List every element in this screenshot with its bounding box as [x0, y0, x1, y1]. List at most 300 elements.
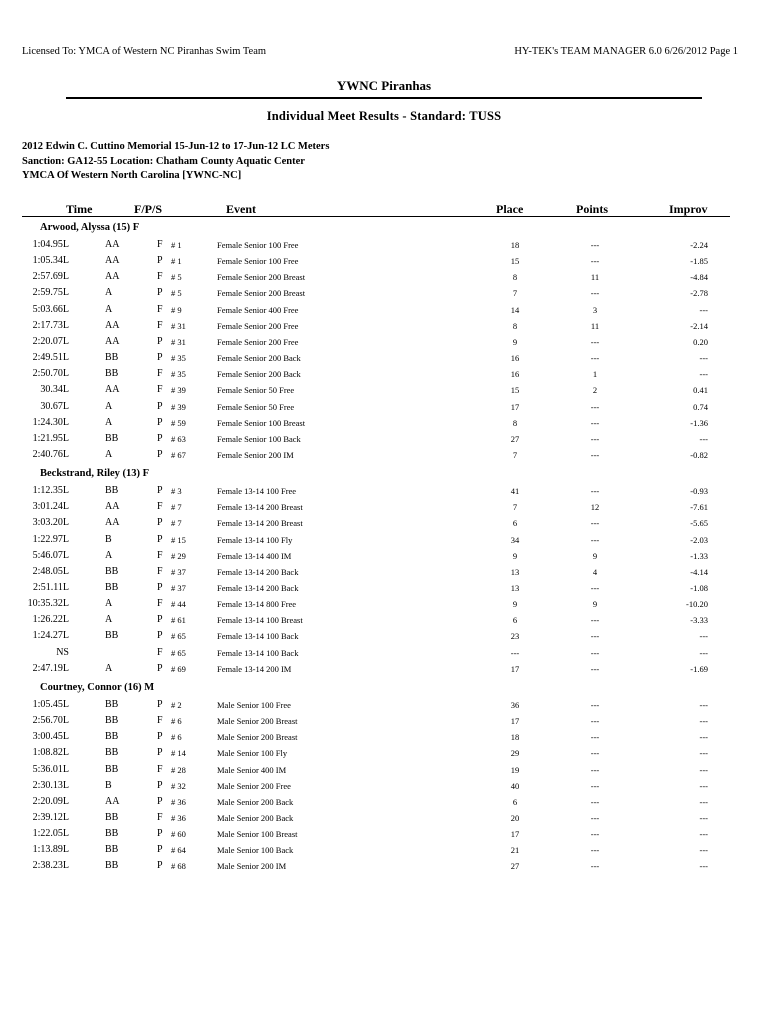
- result-points: ---: [590, 647, 600, 658]
- result-points: ---: [590, 748, 600, 759]
- result-improv: -2.78: [690, 288, 708, 299]
- result-time: 1:21.95L: [32, 432, 69, 444]
- result-standard: AA: [105, 517, 120, 529]
- swimmer-name: Courtney, Connor (16) M: [40, 681, 155, 693]
- result-row: [0, 812, 768, 828]
- result-event-number: # 28: [171, 764, 186, 775]
- result-event: Female Senior 400 Free: [217, 304, 299, 315]
- result-points: ---: [590, 518, 600, 529]
- result-event: Male Senior 100 Back: [217, 845, 294, 856]
- column-divider: [22, 216, 730, 217]
- result-row: [0, 368, 768, 384]
- result-fps: P: [157, 485, 163, 497]
- result-points: ---: [590, 631, 600, 642]
- result-row: [0, 647, 768, 663]
- result-time: 2:20.09L: [32, 795, 69, 807]
- result-time: 1:26.22L: [32, 614, 69, 626]
- result-points: 11: [590, 272, 600, 283]
- result-points: ---: [590, 615, 600, 626]
- result-event: Male Senior 200 Breast: [217, 732, 298, 743]
- result-row: [0, 287, 768, 303]
- result-standard: AA: [105, 255, 120, 267]
- result-place: 16: [510, 369, 520, 380]
- result-fps: F: [157, 715, 163, 727]
- col-time: Time: [66, 202, 93, 216]
- result-event: Female 13-14 400 IM: [217, 550, 292, 561]
- result-event: Female Senior 100 Free: [217, 256, 299, 267]
- result-row: [0, 485, 768, 501]
- result-points: ---: [590, 401, 600, 412]
- result-points: ---: [590, 812, 600, 823]
- result-event: Female 13-14 200 Breast: [217, 518, 303, 529]
- result-place: 9: [512, 599, 518, 610]
- result-row: [0, 630, 768, 646]
- result-improv: ---: [699, 829, 708, 840]
- result-event: Male Senior 100 Free: [217, 699, 291, 710]
- result-event: Female 13-14 200 Breast: [217, 502, 303, 513]
- result-points: 1: [592, 369, 598, 380]
- result-improv: ---: [699, 845, 708, 856]
- result-event-number: # 31: [171, 336, 186, 347]
- result-improv: ---: [699, 861, 708, 872]
- result-place: 8: [512, 320, 518, 331]
- result-time: 3:01.24L: [32, 501, 69, 513]
- meet-name: 2012 Edwin C. Cuttino Memorial 15-Jun-12 to 17-Jun-12 LC Meters: [22, 141, 330, 152]
- result-place: 17: [510, 663, 520, 674]
- result-place: 6: [512, 518, 518, 529]
- result-time: 1:04.95L: [32, 239, 69, 250]
- result-time: 2:40.76L: [32, 448, 69, 460]
- result-improv: 0.20: [693, 336, 708, 347]
- result-row: [0, 582, 768, 598]
- result-improv: ---: [699, 716, 708, 727]
- result-fps: P: [157, 698, 163, 710]
- result-event: Female Senior 50 Free: [217, 385, 295, 396]
- result-event: Male Senior 100 Fly: [217, 748, 288, 759]
- result-improv: 0.74: [693, 401, 708, 412]
- result-event: Female Senior 100 Free: [217, 240, 299, 250]
- result-place: 14: [510, 304, 520, 315]
- result-event-number: # 9: [171, 304, 182, 315]
- result-points: ---: [590, 256, 600, 267]
- result-points: ---: [590, 732, 600, 743]
- result-time: 2:17.73L: [32, 319, 69, 331]
- result-time: 1:12.35L: [32, 485, 69, 497]
- col-fps: F/P/S: [134, 202, 163, 216]
- result-standard: B: [105, 533, 112, 545]
- result-event: Male Senior 200 IM: [217, 861, 287, 872]
- result-event: Male Senior 200 Back: [217, 812, 294, 823]
- result-event: Female 13-14 800 Free: [217, 599, 297, 610]
- result-place: 7: [512, 288, 518, 299]
- result-fps: F: [157, 501, 163, 513]
- result-fps: F: [157, 271, 163, 283]
- result-event-number: # 65: [171, 647, 186, 658]
- result-row: [0, 401, 768, 417]
- result-fps: P: [157, 582, 163, 593]
- result-improv: -4.14: [690, 566, 708, 577]
- result-place: 21: [510, 845, 520, 856]
- col-improv: Improv: [669, 202, 708, 216]
- result-event: Female 13-14 200 Back: [217, 583, 299, 593]
- result-event: Male Senior 200 Breast: [217, 716, 298, 727]
- result-points: ---: [590, 353, 600, 364]
- result-event: Female Senior 200 Back: [217, 369, 301, 380]
- result-improv: -2.03: [690, 534, 708, 545]
- result-event-number: # 6: [171, 732, 182, 743]
- result-improv: -0.93: [690, 486, 708, 497]
- result-place: 6: [512, 796, 518, 807]
- result-points: ---: [590, 716, 600, 727]
- result-event: Female Senior 200 Back: [217, 353, 301, 364]
- result-time: 5:36.01L: [32, 763, 69, 775]
- result-points: ---: [590, 336, 600, 347]
- result-event-number: # 14: [171, 748, 186, 759]
- result-event-number: # 2: [171, 699, 182, 710]
- result-fps: F: [157, 368, 163, 380]
- result-event-number: # 65: [171, 631, 186, 642]
- result-fps: P: [157, 287, 163, 299]
- result-standard: AA: [105, 319, 120, 331]
- result-points: 2: [592, 385, 598, 396]
- result-improv: -10.20: [686, 599, 708, 610]
- result-fps: P: [157, 662, 163, 674]
- result-row: [0, 663, 768, 679]
- result-points: ---: [590, 433, 600, 444]
- result-fps: F: [157, 598, 163, 610]
- result-improv: ---: [699, 780, 708, 791]
- result-event: Male Senior 200 Back: [217, 796, 294, 807]
- license-line: Licensed To: YMCA of Western NC Piranhas Swim Team: [22, 46, 267, 57]
- result-event: Female 13-14 200 IM: [217, 663, 292, 674]
- result-place: 17: [510, 401, 520, 412]
- result-row: [0, 534, 768, 550]
- result-time: 2:59.75L: [32, 287, 69, 299]
- result-improv: ---: [699, 369, 708, 380]
- result-row: [0, 699, 768, 715]
- result-fps: F: [157, 811, 163, 823]
- result-time: 2:51.11L: [32, 582, 69, 593]
- result-row: [0, 731, 768, 747]
- result-points: ---: [590, 845, 600, 856]
- result-standard: BB: [105, 352, 119, 364]
- result-time: 30.34L: [40, 384, 69, 396]
- result-improv: ---: [699, 353, 708, 364]
- result-event: Female 13-14 100 Fly: [217, 534, 293, 545]
- result-event-number: # 59: [171, 417, 186, 428]
- result-place: 17: [510, 716, 520, 727]
- result-event-number: # 44: [171, 599, 186, 610]
- result-improv: ---: [699, 764, 708, 775]
- result-event: Female Senior 50 Free: [217, 401, 295, 412]
- result-time: 2:50.70L: [32, 368, 69, 380]
- result-standard: AA: [105, 271, 120, 283]
- result-row: [0, 747, 768, 763]
- result-place: 41: [510, 486, 520, 497]
- result-event-number: # 61: [171, 615, 186, 626]
- result-row: [0, 780, 768, 796]
- result-place: 9: [512, 550, 518, 561]
- result-event: Female Senior 200 Free: [217, 336, 299, 347]
- result-row: [0, 417, 768, 433]
- result-fps: P: [157, 747, 163, 759]
- result-event-number: # 63: [171, 433, 186, 444]
- result-time: 1:08.82L: [32, 747, 69, 759]
- swimmer-name: Beckstrand, Riley (13) F: [40, 468, 150, 480]
- result-time: 2:39.12L: [32, 811, 69, 823]
- result-place: ---: [510, 647, 520, 658]
- result-event: Female Senior 100 Breast: [217, 417, 306, 428]
- result-event-number: # 35: [171, 369, 186, 380]
- result-fps: F: [157, 239, 163, 250]
- result-time: 10:35.32L: [27, 598, 69, 610]
- result-event-number: # 7: [171, 502, 182, 513]
- result-event-number: # 32: [171, 780, 186, 791]
- result-standard: A: [105, 614, 113, 626]
- result-place: 18: [510, 240, 520, 250]
- result-improv: -1.08: [690, 583, 708, 593]
- result-fps: P: [157, 533, 163, 545]
- result-standard: AA: [105, 384, 120, 396]
- result-event-number: # 7: [171, 518, 182, 529]
- result-fps: P: [157, 255, 163, 267]
- result-time: 5:03.66L: [32, 303, 69, 315]
- result-standard: A: [105, 416, 113, 428]
- result-row: [0, 715, 768, 731]
- result-standard: A: [105, 598, 113, 610]
- result-time: 2:48.05L: [32, 565, 69, 577]
- result-standard: BB: [105, 630, 119, 642]
- result-standard: A: [105, 287, 113, 299]
- result-standard: BB: [105, 731, 119, 743]
- result-time: 2:38.23L: [32, 860, 69, 872]
- result-improv: -5.65: [690, 518, 708, 529]
- result-event-number: # 1: [171, 256, 182, 267]
- result-place: 23: [510, 631, 520, 642]
- result-standard: BB: [105, 432, 119, 444]
- software-line: HY-TEK's TEAM MANAGER 6.0 6/26/2012 Page 1: [514, 46, 738, 57]
- result-points: ---: [590, 829, 600, 840]
- result-points: ---: [590, 699, 600, 710]
- result-time: 3:00.45L: [32, 731, 69, 743]
- result-row: [0, 860, 768, 876]
- result-fps: F: [157, 319, 163, 331]
- result-row: [0, 336, 768, 352]
- result-points: ---: [590, 417, 600, 428]
- result-standard: A: [105, 662, 113, 674]
- result-points: ---: [590, 288, 600, 299]
- result-event: Female Senior 200 IM: [217, 449, 294, 460]
- result-fps: P: [157, 448, 163, 460]
- result-points: ---: [590, 796, 600, 807]
- result-place: 27: [510, 433, 520, 444]
- result-standard: BB: [105, 715, 119, 727]
- result-event: Female Senior 200 Free: [217, 320, 299, 331]
- result-fps: P: [157, 416, 163, 428]
- result-place: 15: [510, 385, 520, 396]
- result-standard: AA: [105, 239, 120, 250]
- result-fps: P: [157, 517, 163, 529]
- result-standard: BB: [105, 747, 119, 759]
- result-place: 8: [512, 272, 518, 283]
- result-points: ---: [590, 449, 600, 460]
- result-event-number: # 68: [171, 861, 186, 872]
- result-time: 1:05.34L: [32, 255, 69, 267]
- result-points: ---: [590, 486, 600, 497]
- result-points: ---: [590, 534, 600, 545]
- result-fps: P: [157, 352, 163, 364]
- page-title: YWNC Piranhas: [336, 78, 432, 93]
- result-fps: F: [157, 549, 163, 561]
- result-standard: BB: [105, 828, 119, 840]
- result-event-number: # 29: [171, 550, 186, 561]
- col-event: Event: [226, 202, 256, 216]
- result-place: 36: [510, 699, 520, 710]
- result-row: [0, 614, 768, 630]
- result-row: [0, 239, 768, 255]
- result-standard: AA: [105, 335, 120, 347]
- result-row: [0, 764, 768, 780]
- result-row: [0, 550, 768, 566]
- result-place: 13: [510, 566, 520, 577]
- result-row: [0, 566, 768, 582]
- result-improv: -3.33: [690, 615, 708, 626]
- result-standard: AA: [105, 501, 120, 513]
- result-improv: ---: [699, 647, 708, 658]
- result-place: 9: [512, 336, 518, 347]
- result-event-number: # 31: [171, 320, 186, 331]
- result-improv: ---: [699, 699, 708, 710]
- result-row: [0, 271, 768, 287]
- meet-sanction: Sanction: GA12-55 Location: Chatham County Aquatic Center: [22, 156, 305, 167]
- result-standard: A: [105, 448, 113, 460]
- col-place: Place: [496, 202, 524, 216]
- result-improv: ---: [699, 732, 708, 743]
- result-time: 2:30.13L: [32, 779, 69, 791]
- result-event: Female 13-14 100 Back: [217, 631, 299, 642]
- result-place: 27: [510, 861, 520, 872]
- result-standard: AA: [105, 795, 120, 807]
- result-time: 1:13.89L: [32, 844, 69, 856]
- result-standard: BB: [105, 698, 119, 710]
- result-fps: P: [157, 614, 163, 626]
- result-fps: F: [157, 303, 163, 315]
- result-standard: BB: [105, 582, 119, 593]
- result-place: 29: [510, 748, 520, 759]
- swimmer-name: Arwood, Alyssa (15) F: [40, 222, 140, 233]
- result-event: Male Senior 200 Free: [217, 780, 291, 791]
- result-standard: BB: [105, 565, 119, 577]
- result-fps: F: [157, 384, 163, 396]
- result-points: 3: [592, 304, 598, 315]
- result-improv: -2.14: [690, 320, 708, 331]
- result-event: Female Senior 100 Back: [217, 433, 301, 444]
- result-place: 16: [510, 353, 520, 364]
- result-improv: -1.36: [690, 417, 708, 428]
- result-time: NS: [56, 646, 69, 658]
- result-event-number: # 37: [171, 566, 186, 577]
- title-divider: [66, 97, 702, 99]
- result-points: 4: [592, 566, 598, 577]
- result-points: ---: [590, 764, 600, 775]
- result-event: Female 13-14 100 Back: [217, 647, 299, 658]
- result-improv: ---: [699, 748, 708, 759]
- result-improv: ---: [699, 304, 708, 315]
- result-standard: A: [105, 549, 113, 561]
- result-row: [0, 304, 768, 320]
- result-event-number: # 5: [171, 288, 182, 299]
- result-row: [0, 517, 768, 533]
- result-row: [0, 501, 768, 517]
- result-fps: F: [157, 763, 163, 775]
- result-points: 11: [590, 320, 600, 331]
- result-place: 20: [510, 812, 520, 823]
- result-time: 5:46.07L: [32, 549, 69, 561]
- result-place: 7: [512, 449, 518, 460]
- result-event-number: # 15: [171, 534, 186, 545]
- result-place: 15: [510, 256, 520, 267]
- result-row: [0, 844, 768, 860]
- result-points: ---: [590, 583, 600, 593]
- result-event: Male Senior 400 IM: [217, 764, 287, 775]
- result-fps: P: [157, 400, 163, 412]
- result-points: 9: [592, 599, 598, 610]
- result-points: ---: [590, 861, 600, 872]
- result-improv: -1.69: [690, 663, 708, 674]
- result-place: 7: [512, 502, 518, 513]
- col-points: Points: [576, 202, 609, 216]
- result-time: 2:57.69L: [32, 271, 69, 283]
- result-time: 2:20.07L: [32, 335, 69, 347]
- result-fps: P: [157, 335, 163, 347]
- result-improv: ---: [699, 796, 708, 807]
- result-standard: BB: [105, 811, 119, 823]
- result-event-number: # 6: [171, 716, 182, 727]
- result-points: ---: [590, 663, 600, 674]
- result-event: Female 13-14 100 Breast: [217, 615, 303, 626]
- result-improv: -1.33: [690, 550, 708, 561]
- result-row: [0, 796, 768, 812]
- result-fps: P: [157, 860, 163, 872]
- result-points: 9: [592, 550, 598, 561]
- result-event: Male Senior 100 Breast: [217, 829, 298, 840]
- result-fps: P: [157, 731, 163, 743]
- result-fps: F: [157, 565, 163, 577]
- result-standard: B: [105, 779, 112, 791]
- result-row: [0, 255, 768, 271]
- result-standard: A: [105, 400, 113, 412]
- result-event: Female 13-14 100 Free: [217, 486, 297, 497]
- result-event-number: # 1: [171, 240, 182, 250]
- result-fps: P: [157, 828, 163, 840]
- result-event-number: # 36: [171, 812, 186, 823]
- result-row: [0, 320, 768, 336]
- result-row: [0, 828, 768, 844]
- result-standard: BB: [105, 485, 119, 497]
- result-event-number: # 39: [171, 385, 186, 396]
- result-place: 19: [510, 764, 520, 775]
- result-standard: BB: [105, 860, 119, 872]
- result-time: 2:56.70L: [32, 715, 69, 727]
- result-event-number: # 37: [171, 583, 186, 593]
- result-fps: F: [157, 646, 163, 658]
- result-time: 1:22.97L: [32, 533, 69, 545]
- result-time: 3:03.20L: [32, 517, 69, 529]
- result-improv: 0.41: [693, 385, 708, 396]
- result-fps: P: [157, 795, 163, 807]
- result-standard: BB: [105, 844, 119, 856]
- result-place: 40: [510, 780, 520, 791]
